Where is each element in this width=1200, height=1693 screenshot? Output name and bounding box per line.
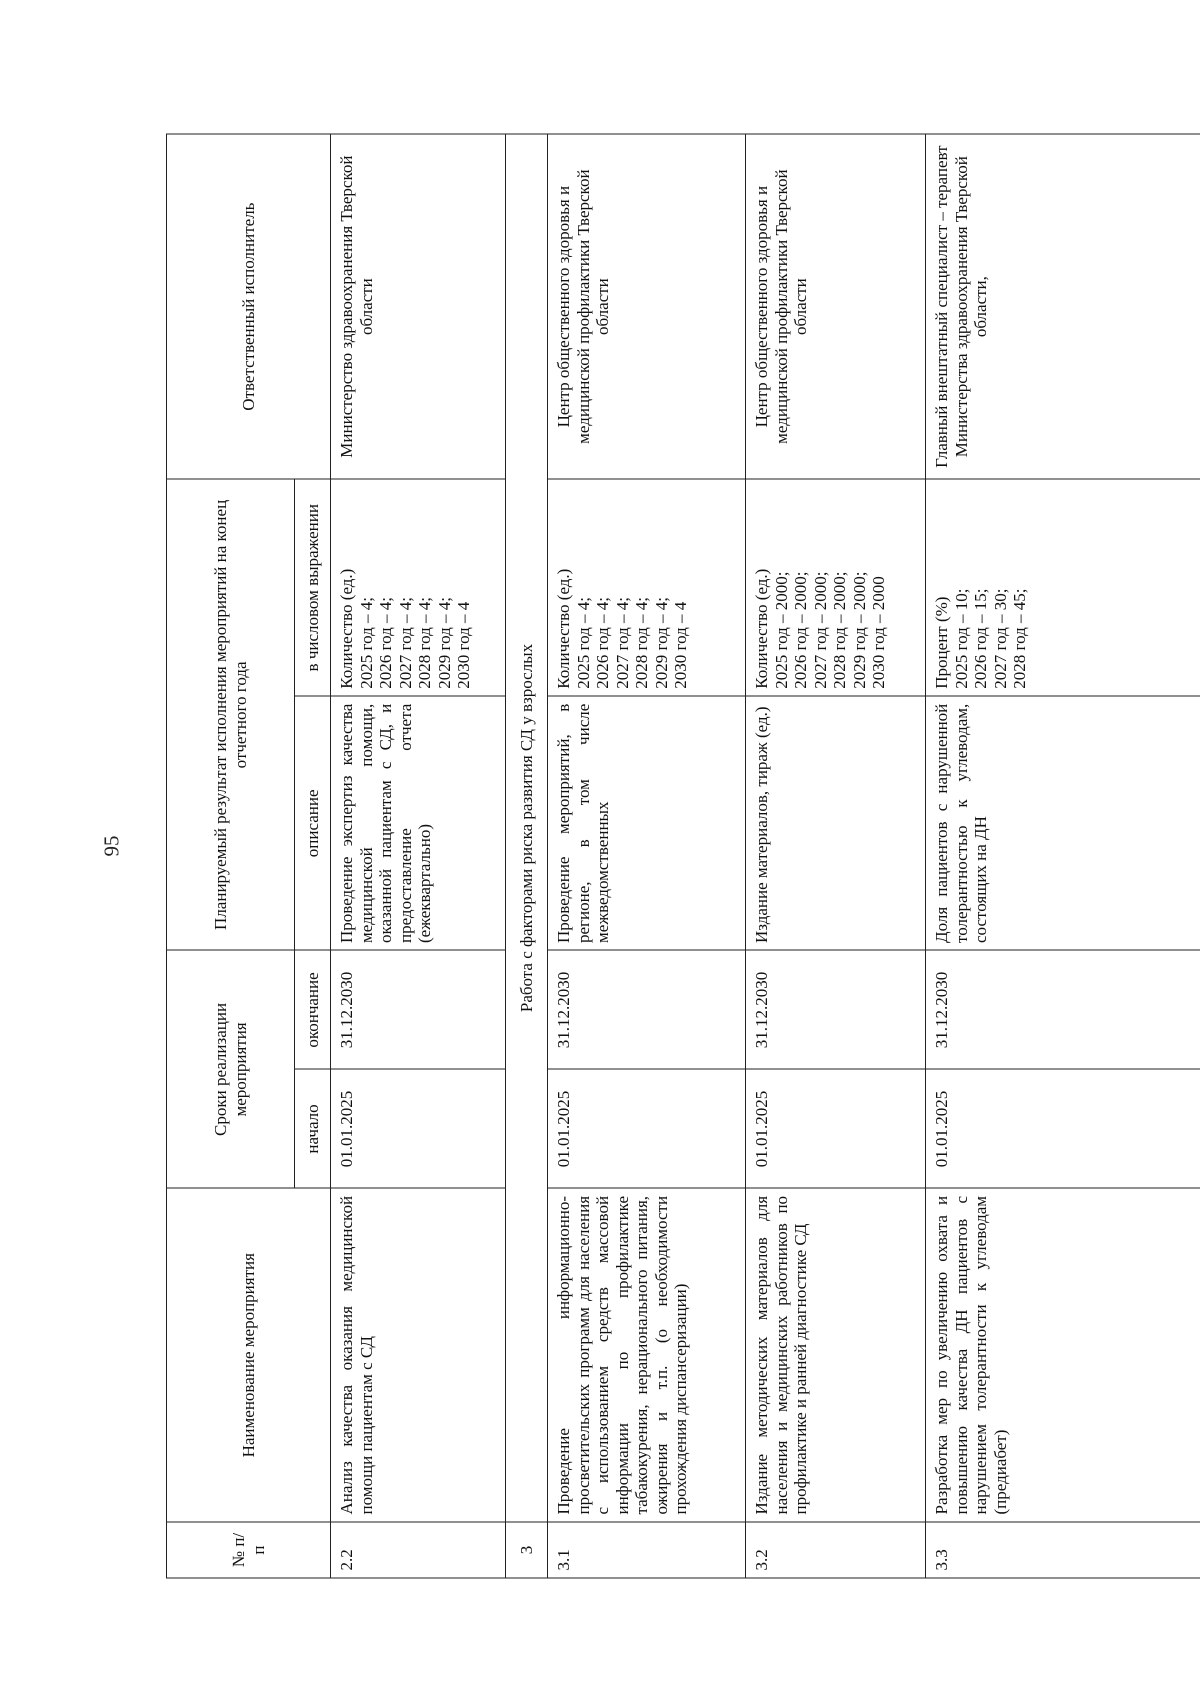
header-num: № п/п	[167, 1522, 331, 1578]
row-desc: Проведение мероприятий, в регионе, в том числе межведомственных	[548, 696, 746, 950]
rotated-table-container	[166, 134, 1200, 1579]
header-desc: описание	[295, 696, 331, 950]
page-number: 95	[99, 835, 124, 857]
row-numeric: Количество (ед.) 2025 год – 4; 2026 год – 4; 2027 год – 4; 2028 год – 4; 2029 год – 4; 2030 год – 4	[548, 479, 746, 696]
row-numeric: Количество (ед.) 2025 год – 2000; 2026 год – 2000; 2027 год – 2000; 2028 год – 2000; 2029 год – 2000; 2030 год – 2000	[746, 479, 926, 696]
table-row	[548, 134, 746, 1578]
header-terms: Сроки реализации мероприятия	[167, 950, 295, 1188]
header-result: Планируемый результат исполнения мероприятий на конец отчетного года	[167, 479, 295, 950]
row-responsible: Центр общественного здоровья и медицинской профилактики Тверской области	[548, 134, 746, 479]
row-numeric: Количество (ед.) 2025 год – 4; 2026 год – 4; 2027 год – 4; 2028 год – 4; 2029 год – 4; 2030 год – 4	[331, 479, 506, 696]
table-row	[331, 134, 506, 1578]
section-row	[506, 134, 548, 1578]
row-responsible: Центр общественного здоровья и медицинской профилактики Тверской области	[746, 134, 926, 479]
row-numeric: Процент (%) 2025 год – 10; 2026 год – 15; 2027 год – 30; 2028 год – 45;	[926, 479, 1200, 696]
row-desc: Проведение экспертиз качества медицинской помощи, оказанной пациентам с СД, и предоставление отчета (ежеквартально)	[331, 696, 506, 950]
row-name: Издание методических материалов для населения и медицинских работников по профилактике и ранней диагностике СД	[746, 1188, 926, 1522]
header-numeric: в числовом выражении	[295, 479, 331, 696]
row-responsible: Министерство здравоохранения Тверской области	[331, 134, 506, 479]
header-end: окончание	[295, 950, 331, 1069]
header-start: начало	[295, 1069, 331, 1188]
table-row	[746, 134, 926, 1578]
row-start: 01.01.2025	[926, 1069, 1200, 1188]
row-start: 01.01.2025	[548, 1069, 746, 1188]
row-num: 2.2	[331, 1522, 506, 1578]
row-desc: Издание материалов, тираж (ед.)	[746, 696, 926, 950]
measures-table	[166, 134, 1200, 1579]
row-end: 31.12.2030	[331, 950, 506, 1069]
row-num: 3.2	[746, 1522, 926, 1578]
row-end: 31.12.2030	[746, 950, 926, 1069]
table-row	[926, 134, 1200, 1578]
row-end: 31.12.2030	[926, 950, 1200, 1069]
row-name: Проведение информационно-просветительских программ для населения с использованием средств массовой информации по профилактике табакокурения, нерационального питания, ожирения и т.п. (о необходимости прохождения диспансеризации)	[548, 1188, 746, 1522]
section-title: Работа с факторами риска развития СД у взрослых	[506, 134, 548, 1522]
row-end: 31.12.2030	[548, 950, 746, 1069]
row-num: 3.3	[926, 1522, 1200, 1578]
header-responsible: Ответственный исполнитель	[167, 134, 331, 479]
row-desc: Доля пациентов с нарушенной толерантностью к углеводам, состоящих на ДН	[926, 696, 1200, 950]
row-start: 01.01.2025	[746, 1069, 926, 1188]
header-name: Наименование мероприятия	[167, 1188, 331, 1522]
section-num: 3	[506, 1522, 548, 1578]
row-name: Анализ качества оказания медицинской помощи пациентам с СД	[331, 1188, 506, 1522]
row-name: Разработка мер по увеличению охвата и повышению качества ДН пациентов с нарушением толерантности к углеводам (предиабет)	[926, 1188, 1200, 1522]
row-num: 3.1	[548, 1522, 746, 1578]
row-start: 01.01.2025	[331, 1069, 506, 1188]
row-responsible: Главный внештатный специалист – терапевт Министерства здравоохранения Тверской области,	[926, 134, 1200, 479]
